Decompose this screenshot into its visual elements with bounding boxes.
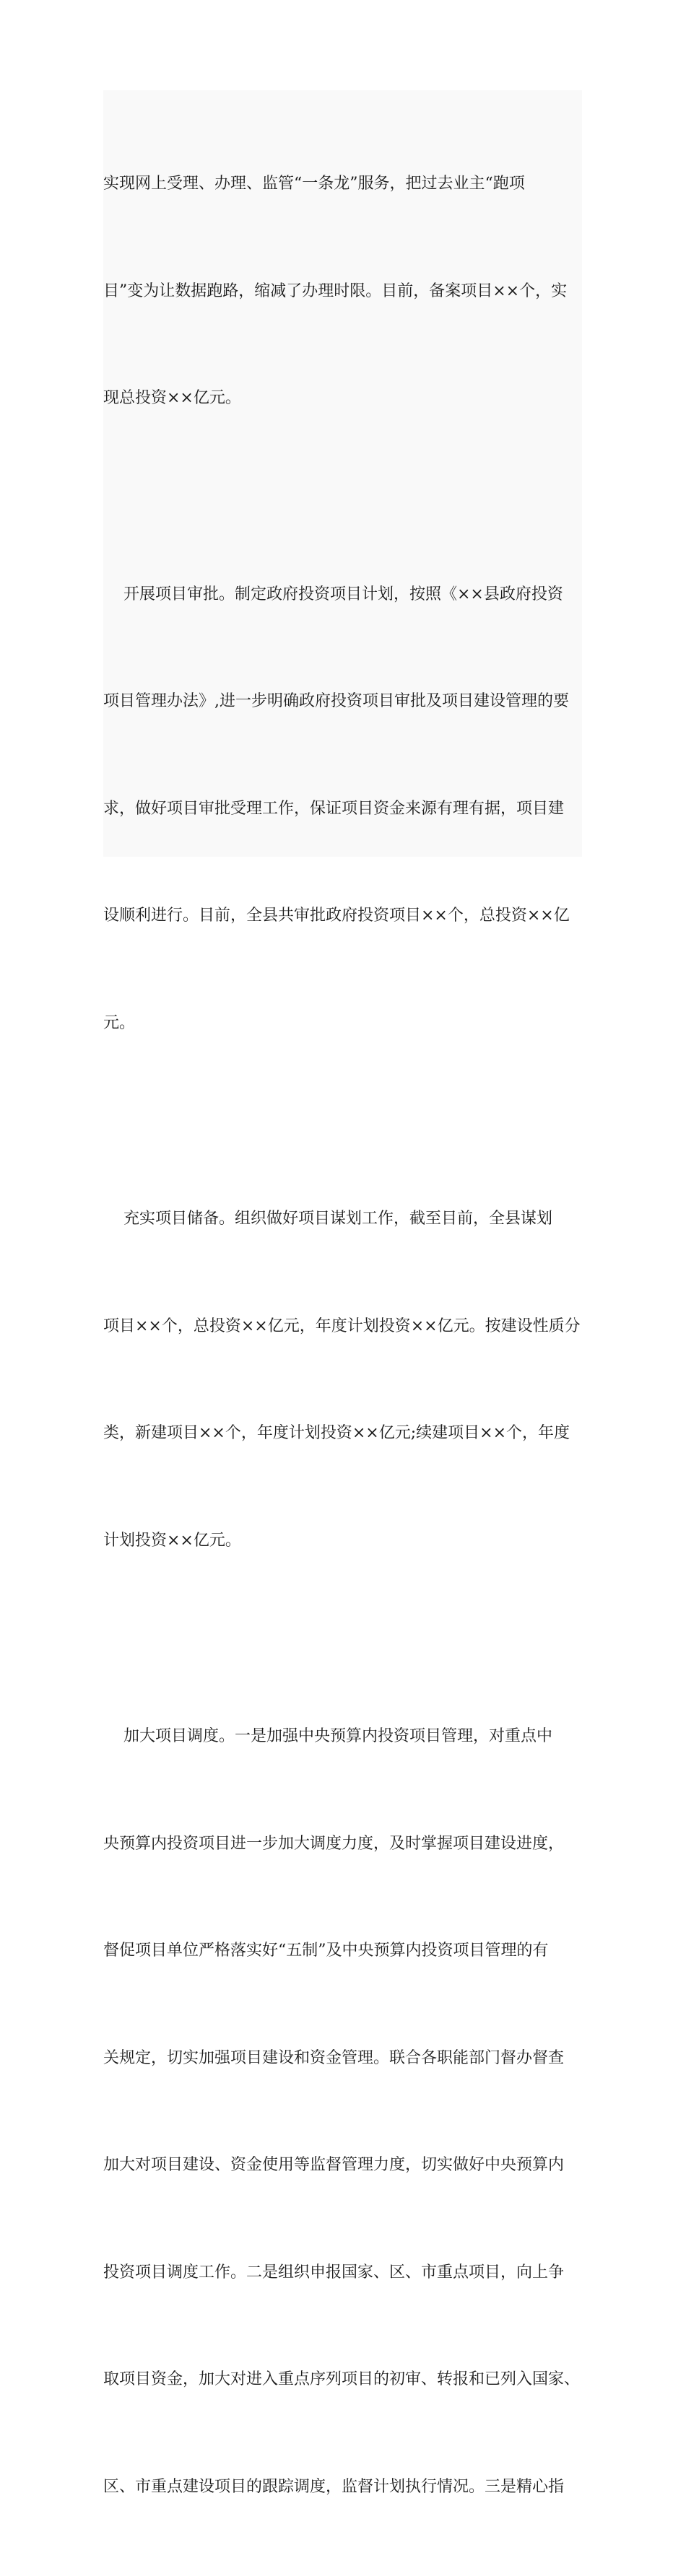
- text-line: 求，做好项目审批受理工作，保证项目资金来源有理有据，项目建: [103, 799, 565, 818]
- text-line: 计划投资××亿元。: [103, 1531, 241, 1550]
- paragraph-project-scheduling: [103, 1647, 582, 2576]
- text-line: 投资项目调度工作。二是组织申报国家、区、市重点项目，向上争: [103, 2263, 565, 2282]
- text-line: 项目管理办法》,进一步明确政府投资项目审批及项目建设管理的要: [103, 692, 569, 710]
- text-line: 实现网上受理、办理、监管“一条龙”服务，把过去业主“跑项: [103, 175, 525, 193]
- text-line: 加大项目调度。一是加强中央预算内投资项目管理，对重点中: [103, 1727, 552, 1745]
- paragraph-online-service: [103, 90, 582, 488]
- text-line: 加大对项目建设、资金使用等监督管理力度，切实做好中央预算内: [103, 2156, 565, 2174]
- text-line: 目”变为让数据跑路，缩减了办理时限。目前，备案项目××个，实: [103, 281, 568, 300]
- text-line: 取项目资金，加大对进入重点序列项目的初审、转报和已列入国家、: [103, 2370, 581, 2388]
- text-line: 关规定，切实加强项目建设和资金管理。联合各职能部门督办督查: [103, 2048, 565, 2067]
- text-line: 开展项目审批。制定政府投资项目计划，按照《××县政府投资: [103, 585, 563, 603]
- paragraph-project-reserve: [103, 1130, 582, 1630]
- text-line: 类，新建项目××个，年度计划投资××亿元;续建项目××个，年度: [103, 1424, 570, 1442]
- text-line: 项目××个，总投资××亿元，年度计划投资××亿元。按建设性质分: [103, 1317, 581, 1335]
- text-line: 区、市重点建设项目的跟踪调度，监督计划执行情况。三是精心指: [103, 2477, 565, 2496]
- paragraph-project-approval: [103, 505, 582, 1113]
- text-line: 设顺利进行。目前，全县共审批政府投资项目××个，总投资××亿: [103, 907, 570, 925]
- text-line: 现总投资××亿元。: [103, 389, 241, 407]
- text-line: 督促项目单位严格落实好“五制”及中央预算内投资项目管理的有: [103, 1942, 549, 1960]
- text-line: 央预算内投资项目进一步加大调度力度，及时掌握项目建设进度，: [103, 1834, 565, 1853]
- text-line: 元。: [103, 1013, 136, 1032]
- document-text-block: [103, 90, 582, 2496]
- text-line: 充实项目储备。组织做好项目谋划工作，截至目前，全县谋划: [103, 1210, 552, 1228]
